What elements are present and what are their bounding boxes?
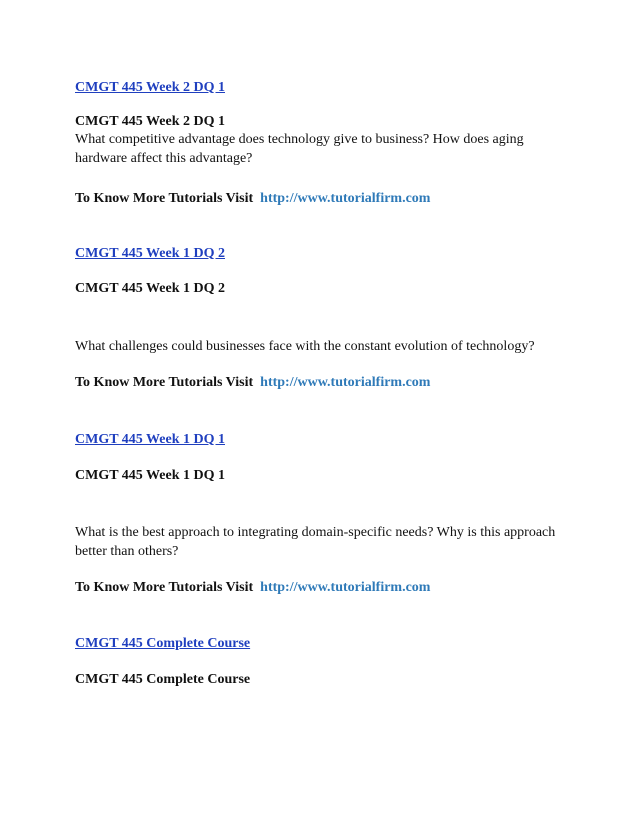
visit-prefix: To Know More Tutorials Visit: [75, 191, 254, 206]
question-text: What is the best approach to integrating domain-specific needs? Why is this approach better than others?: [75, 525, 556, 559]
question-text: What challenges could businesses face with the constant evolution of technology?: [75, 339, 535, 354]
section-heading: CMGT 445 Week 1 DQ 2: [75, 281, 225, 296]
visit-line: [75, 189, 430, 208]
course-link[interactable]: CMGT 445 Complete Course: [75, 636, 251, 651]
course-link[interactable]: CMGT 445 Week 1 DQ 1: [75, 432, 225, 447]
course-link[interactable]: CMGT 445 Week 1 DQ 2: [75, 246, 225, 261]
course-link[interactable]: CMGT 445 Week 2 DQ 1: [75, 80, 225, 95]
visit-line: [75, 578, 430, 597]
visit-prefix: To Know More Tutorials Visit: [75, 580, 254, 595]
visit-url-link[interactable]: http://www.tutorialfirm.com: [260, 580, 431, 595]
visit-url-link[interactable]: http://www.tutorialfirm.com: [260, 375, 431, 390]
section-heading: CMGT 445 Complete Course: [75, 672, 251, 687]
visit-url-link[interactable]: http://www.tutorialfirm.com: [260, 191, 431, 206]
visit-prefix: To Know More Tutorials Visit: [75, 375, 254, 390]
question-text: What competitive advantage does technology give to business? How does aging hardware affect this advantage?: [75, 132, 524, 166]
section-heading: CMGT 445 Week 1 DQ 1: [75, 468, 225, 483]
visit-line: [75, 373, 430, 392]
section-heading: CMGT 445 Week 2 DQ 1: [75, 114, 225, 129]
